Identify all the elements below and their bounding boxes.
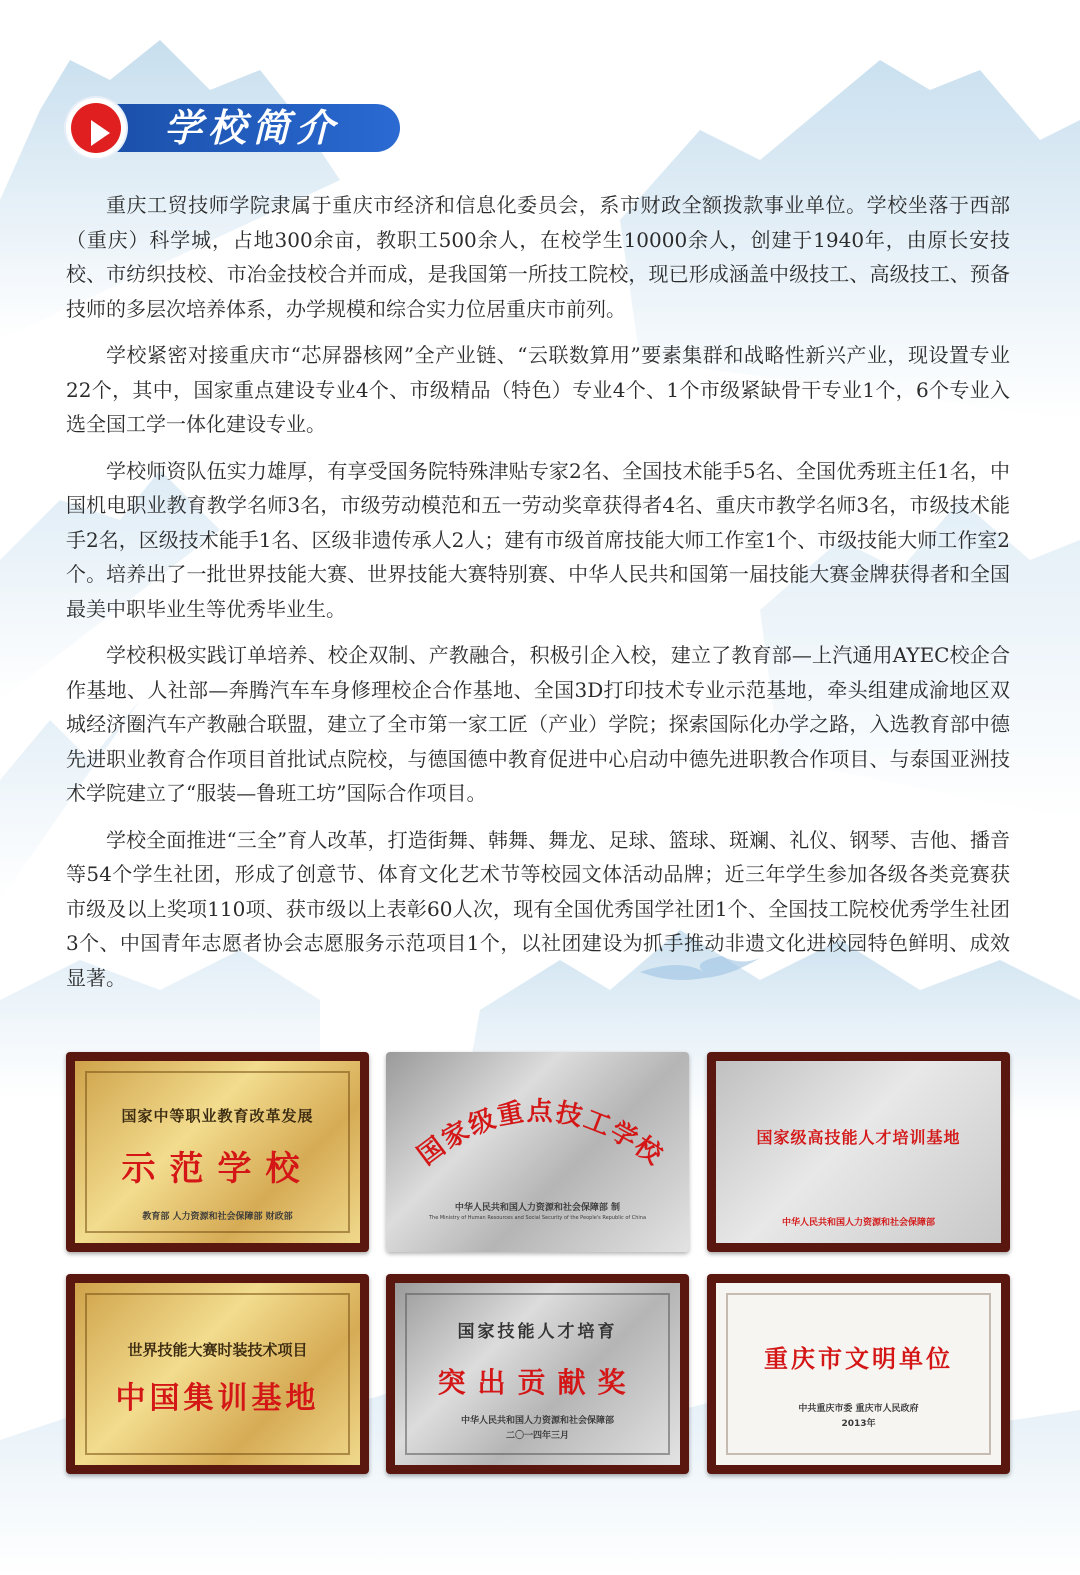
plaque-skill-training-base [707,1052,1010,1252]
plaque-title: 中国集训基地 [115,1381,320,1416]
intro-text [66,188,1010,1007]
svg-text:国家级重点技工学校 [412,1097,669,1172]
section-header [66,98,400,158]
paragraph-2: 学校紧密对接重庆市“芯屏器核网”全产业链、“云联数算用”要素集群和战略性新兴产业，现设置专业22个，其中，国家重点建设专业4个、市级精品（特色）专业4个、1个市级紧缺骨干专业1个，6个专业入选全国工学一体化建设专业。 [66,343,1010,436]
plaque-issuer: 中华人民共和国人力资源和社会保障部 [781,1218,935,1228]
paragraph-4: 学校积极实践订单培养、校企双制、产教融合，积极引企入校，建立了教育部—上汽通用AYEC校企合作基地、人社部—奔腾汽车车身修理校企合作基地、全国3D打印技术专业示范基地，牵头组建成渝地区双城经济圈汽车产教融合联盟，建立了全市第一家工匠（产业）学院；探索国际化办学之路，入选教育部中德先进职业教育合作项目首批试点院校，与德国德中教育促进中心启动中德先进职教合作项目、与泰国亚洲技术学院建立了“服装—鲁班工坊”国际合作项目。 [66,643,1010,805]
plaque-issuer-en: The Ministry of Human Resources and Social Security of the People's Republic of China [428,1215,647,1221]
plaque-subtitle: 世界技能大赛时装技术项目 [127,1341,308,1359]
plaque-date: 2013年 [841,1419,876,1429]
plaque-issuer: 中共重庆市委 重庆市人民政府 [798,1404,919,1414]
plaque-title: 示范学校 [121,1149,314,1189]
plaque-civilized-unit [707,1274,1010,1474]
play-badge [66,98,126,158]
plaque-title: 国家级高技能人才培训基地 [756,1128,961,1147]
plaque-arched-title [386,1070,689,1190]
plaque-subtitle: 国家技能人才培育 [457,1322,618,1342]
plaque-key-technical-school [386,1052,689,1252]
paragraph-1: 重庆工贸技师学院隶属于重庆市经济和信息化委员会，系市财政全额拨款事业单位。学校坐落于西部（重庆）科学城，占地300余亩，教职工500余人，在校学生10000余人，创建于1940年，由原长安技校、市纺织技校、市冶金技校合并而成，是我国第一所技工院校，现已形成涵盖中级技工、高级技工、预备技师的多层次培养体系，办学规模和综合实力位居重庆市前列。 [66,193,1010,321]
award-plaques [66,1052,1010,1477]
plaque-issuer: 中华人民共和国人力资源和社会保障部 [460,1416,614,1426]
plaque-title: 国家级重点技工学校 [412,1096,669,1172]
plaque-title: 重庆市文明单位 [764,1344,953,1373]
page-title: 学校简介 [164,106,341,150]
plaque-issuer: 中华人民共和国人力资源和社会保障部 制 [454,1203,621,1213]
paragraph-5: 学校全面推进“三全”育人改革，打造街舞、韩舞、舞龙、足球、篮球、斑斓、礼仪、钢琴、吉他、播音等54个学生社团，形成了创意节、体育文化艺术节等校园文体活动品牌；近三年学生参加各级各类竞赛获市级及以上奖项110项、获市级以上表彰60人次，现有全国优秀国学社团1个、全国技工院校优秀学生社团3个、中国青年志愿者协会志愿服务示范项目1个，以社团建设为抓手推动非遗文化进校园特色鲜明、成效显著。 [66,827,1010,990]
plaque-date: 二〇一四年三月 [505,1431,569,1441]
plaque-training-base [66,1274,369,1474]
plaque-issuer: 教育部 人力资源和社会保障部 财政部 [142,1212,293,1222]
plaque-title: 突出贡献奖 [437,1366,638,1399]
plaque-subtitle: 国家中等职业教育改革发展 [121,1107,314,1125]
paragraph-3: 学校师资队伍实力雄厚，有享受国务院特殊津贴专家2名、全国技术能手5名、全国优秀班主任1名，中国机电职业教育教学名师3名，市级劳动模范和五一劳动奖章获得者4名、重庆市教学名师3名，市级技术能手2名，区级技术能手1名、区级非遗传承人2人；建有市级首席技能大师工作室1个、市级技能大师工作室2个。培养出了一批世界技能大赛、世界技能大赛特别赛、中华人民共和国第一届技能大赛金牌获得者和全国最美中职毕业生等优秀毕业生。 [66,458,1010,621]
play-icon [91,120,110,146]
plaque-model-school [66,1052,369,1252]
plaque-outstanding-contribution [386,1274,689,1474]
